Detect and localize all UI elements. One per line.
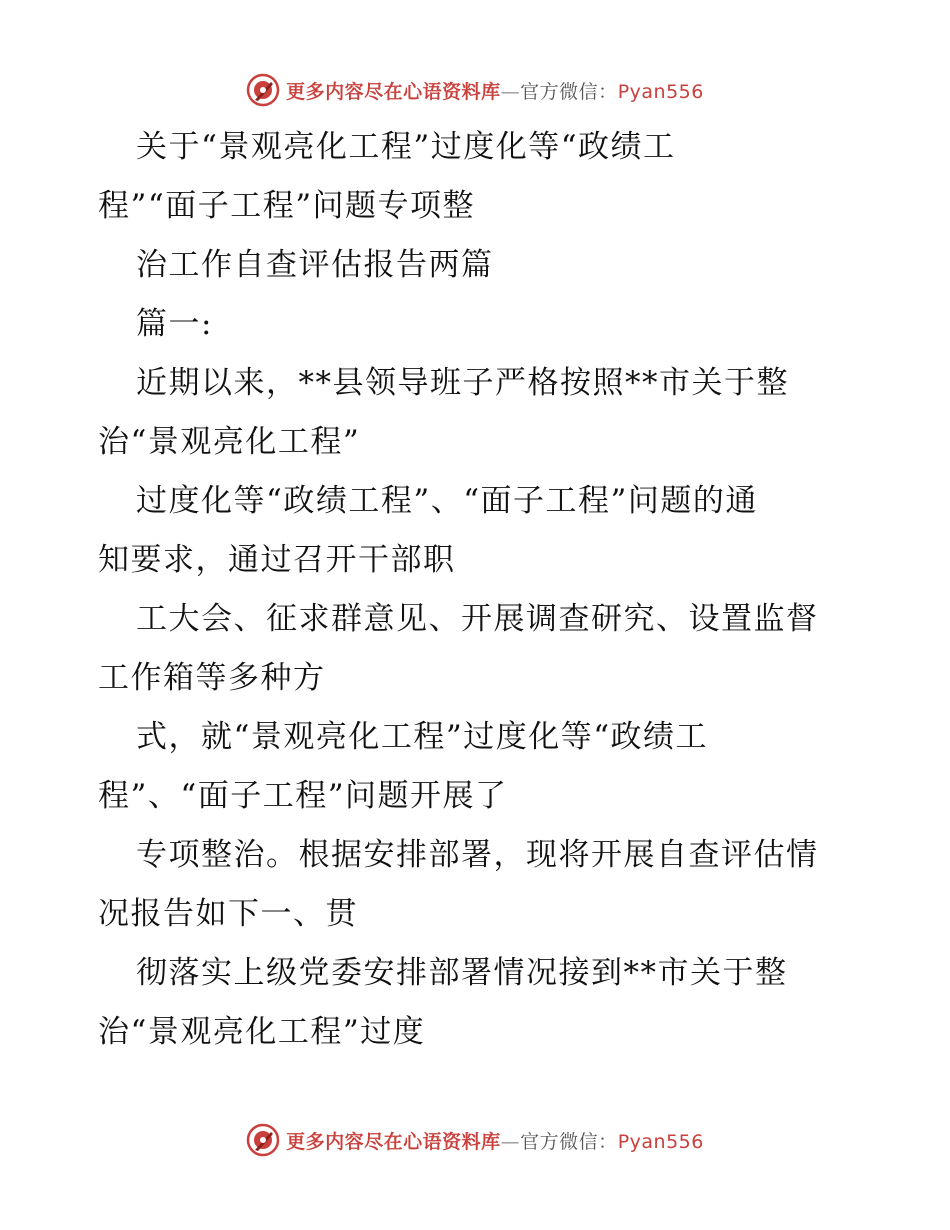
body-line: 知要求，通过召开干部职	[98, 542, 456, 578]
body-line: 治“景观亮化工程”过度	[98, 1014, 426, 1050]
document-body	[98, 118, 858, 1062]
body-line: 程”、“面子工程”问题开展了	[98, 778, 508, 814]
watermark-wechat-id: Pyan556	[617, 80, 704, 103]
watermark-text	[286, 77, 704, 104]
body-line: 况报告如下一、贯	[98, 896, 358, 932]
quill-seal-icon	[246, 1123, 280, 1157]
watermark-wechat-label: 官方微信：	[520, 1130, 618, 1153]
quill-seal-icon	[246, 73, 280, 107]
watermark-wechat-label: 官方微信：	[520, 80, 618, 103]
watermark-site-name: 更多内容尽在心语资料库	[286, 1130, 501, 1153]
body-line: 治“景观亮化工程”	[98, 424, 361, 460]
body-line: 近期以来，**县领导班子严格按照**市关于整	[136, 365, 789, 401]
body-line: 程”“面子工程”问题专项整	[98, 188, 476, 224]
body-line: 关于“景观亮化工程”过度化等“政绩工	[136, 129, 676, 165]
watermark-dash: —	[500, 1130, 521, 1153]
body-line: 专项整治。根据安排部署，现将开展自查评估情	[136, 837, 819, 873]
footer-watermark	[0, 1120, 950, 1160]
body-line: 工大会、征求群意见、开展调查研究、设置监督	[136, 601, 819, 637]
watermark-wechat-id: Pyan556	[617, 1130, 704, 1153]
body-line: 过度化等“政绩工程”、“面子工程”问题的通	[136, 483, 758, 519]
body-line: 篇一:	[136, 306, 213, 342]
watermark-text	[286, 1127, 704, 1154]
body-line: 彻落实上级党委安排部署情况接到**市关于整	[136, 955, 788, 991]
watermark-dash: —	[500, 80, 521, 103]
body-line: 治工作自查评估报告两篇	[136, 247, 494, 283]
header-watermark	[0, 70, 950, 110]
body-line: 式，就“景观亮化工程”过度化等“政绩工	[136, 719, 709, 755]
body-line: 工作箱等多种方	[98, 660, 326, 696]
watermark-site-name: 更多内容尽在心语资料库	[286, 80, 501, 103]
